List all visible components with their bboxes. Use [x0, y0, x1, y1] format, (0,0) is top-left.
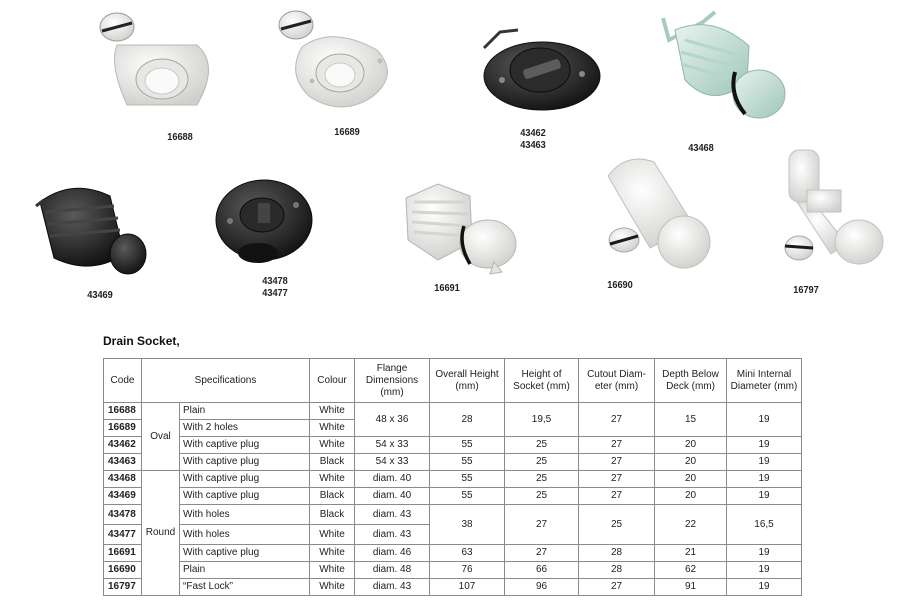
cell-colour: White: [310, 562, 355, 579]
cell-depth: 15: [655, 403, 727, 437]
table-row: [104, 579, 802, 596]
cell-spec: “Fast Lock”: [180, 579, 310, 596]
group-oval: Oval: [142, 403, 180, 471]
cell-flange: diam. 43: [355, 579, 430, 596]
cell-code: 43469: [104, 488, 142, 505]
product-image-43462-43463: [478, 18, 608, 118]
cell-internal: 19: [727, 562, 802, 579]
cell-spec: With captive plug: [180, 488, 310, 505]
cell-depth: 20: [655, 471, 727, 488]
cell-overall: 63: [430, 545, 505, 562]
table-row: [104, 454, 802, 471]
cell-code: 43463: [104, 454, 142, 471]
cell-cutout: 27: [579, 403, 655, 437]
cell-internal: 19: [727, 471, 802, 488]
header-code: Code: [104, 359, 142, 403]
cell-flange: diam. 46: [355, 545, 430, 562]
cell-depth: 91: [655, 579, 727, 596]
product-code-43478-43477: 43478 43477: [262, 276, 288, 299]
cell-colour: White: [310, 579, 355, 596]
cell-socket: 25: [505, 437, 579, 454]
cell-cutout: 28: [579, 562, 655, 579]
cell-socket: 27: [505, 505, 579, 545]
header-overall-height: Overall Height (mm): [430, 359, 505, 403]
cell-spec: With holes: [180, 525, 310, 545]
cell-spec: With captive plug: [180, 454, 310, 471]
table-row: [104, 562, 802, 579]
header-specifications: Specifications: [142, 359, 310, 403]
cell-socket: 66: [505, 562, 579, 579]
cell-overall: 55: [430, 454, 505, 471]
cell-overall: 55: [430, 471, 505, 488]
cell-flange: 48 x 36: [355, 403, 430, 437]
cell-overall: 28: [430, 403, 505, 437]
cell-cutout: 28: [579, 545, 655, 562]
cell-code: 16688: [104, 403, 142, 420]
cell-colour: White: [310, 545, 355, 562]
product-image-16689: [272, 5, 402, 120]
cell-cutout: 27: [579, 437, 655, 454]
cell-flange: 54 x 33: [355, 437, 430, 454]
product-code-43469: 43469: [87, 290, 113, 301]
cell-spec: Plain: [180, 403, 310, 420]
product-code-43462-43463: 43462 43463: [520, 128, 546, 151]
cell-flange: diam. 48: [355, 562, 430, 579]
cell-depth: 62: [655, 562, 727, 579]
group-round: Round: [142, 471, 180, 596]
product-image-43478-43477: [212, 175, 317, 270]
cell-socket: 27: [505, 545, 579, 562]
product-image-16688: [95, 5, 225, 120]
cell-socket: 19,5: [505, 403, 579, 437]
product-code-16689: 16689: [334, 127, 360, 138]
cell-spec: With 2 holes: [180, 420, 310, 437]
cell-cutout: 27: [579, 488, 655, 505]
table-row: [104, 471, 802, 488]
product-code-16690: 16690: [607, 280, 633, 291]
spec-table: [103, 358, 802, 596]
cell-code: 43462: [104, 437, 142, 454]
product-code-43468: 43468: [688, 143, 714, 154]
table-row: [104, 437, 802, 454]
section-title: Drain Socket,: [103, 334, 180, 348]
cell-socket: 96: [505, 579, 579, 596]
cell-cutout: 27: [579, 471, 655, 488]
cell-colour: Black: [310, 454, 355, 471]
cell-colour: Black: [310, 505, 355, 525]
cell-overall: 107: [430, 579, 505, 596]
cell-spec: With captive plug: [180, 545, 310, 562]
cell-spec: With captive plug: [180, 437, 310, 454]
cell-colour: Black: [310, 488, 355, 505]
cell-depth: 21: [655, 545, 727, 562]
cell-internal: 19: [727, 437, 802, 454]
cell-code: 16689: [104, 420, 142, 437]
cell-internal: 19: [727, 454, 802, 471]
cell-flange: diam. 43: [355, 505, 430, 525]
product-code-16688: 16688: [167, 132, 193, 143]
cell-depth: 20: [655, 488, 727, 505]
product-image-43468: [655, 10, 790, 130]
table-row: [104, 545, 802, 562]
cell-spec: Plain: [180, 562, 310, 579]
cell-depth: 20: [655, 454, 727, 471]
cell-internal: 16,5: [727, 505, 802, 545]
cell-code: 16797: [104, 579, 142, 596]
cell-spec: With captive plug: [180, 471, 310, 488]
cell-cutout: 25: [579, 505, 655, 545]
cell-socket: 25: [505, 454, 579, 471]
cell-depth: 22: [655, 505, 727, 545]
cell-internal: 19: [727, 579, 802, 596]
cell-code: 16690: [104, 562, 142, 579]
cell-cutout: 27: [579, 579, 655, 596]
table-row: [104, 488, 802, 505]
cell-colour: White: [310, 525, 355, 545]
cell-overall: 76: [430, 562, 505, 579]
cell-colour: White: [310, 420, 355, 437]
product-image-16690: [596, 152, 726, 274]
cell-internal: 19: [727, 488, 802, 505]
product-image-16797: [775, 142, 890, 277]
product-image-43469: [32, 172, 152, 287]
cell-colour: White: [310, 403, 355, 420]
cell-depth: 20: [655, 437, 727, 454]
cell-spec: With holes: [180, 505, 310, 525]
cell-code: 43477: [104, 525, 142, 545]
cell-cutout: 27: [579, 454, 655, 471]
cell-flange: 54 x 33: [355, 454, 430, 471]
cell-colour: White: [310, 437, 355, 454]
table-header-row: [104, 359, 802, 403]
cell-flange: diam. 43: [355, 525, 430, 545]
cell-overall: 55: [430, 488, 505, 505]
table-row: [104, 403, 802, 420]
header-mini-internal: Mini Internal Diameter (mm): [727, 359, 802, 403]
product-code-16797: 16797: [793, 285, 819, 296]
product-image-16691: [398, 178, 530, 278]
header-cutout: Cutout Diam-eter (mm): [579, 359, 655, 403]
cell-code: 16691: [104, 545, 142, 562]
cell-internal: 19: [727, 403, 802, 437]
cell-socket: 25: [505, 471, 579, 488]
header-flange: Flange Dimensions (mm): [355, 359, 430, 403]
header-socket-height: Height of Socket (mm): [505, 359, 579, 403]
cell-overall: 55: [430, 437, 505, 454]
cell-internal: 19: [727, 545, 802, 562]
header-depth: Depth Below Deck (mm): [655, 359, 727, 403]
product-code-16691: 16691: [434, 283, 460, 294]
table-row: [104, 505, 802, 525]
cell-socket: 25: [505, 488, 579, 505]
cell-flange: diam. 40: [355, 488, 430, 505]
cell-flange: diam. 40: [355, 471, 430, 488]
cell-code: 43468: [104, 471, 142, 488]
cell-colour: White: [310, 471, 355, 488]
cell-overall: 38: [430, 505, 505, 545]
cell-code: 43478: [104, 505, 142, 525]
header-colour: Colour: [310, 359, 355, 403]
